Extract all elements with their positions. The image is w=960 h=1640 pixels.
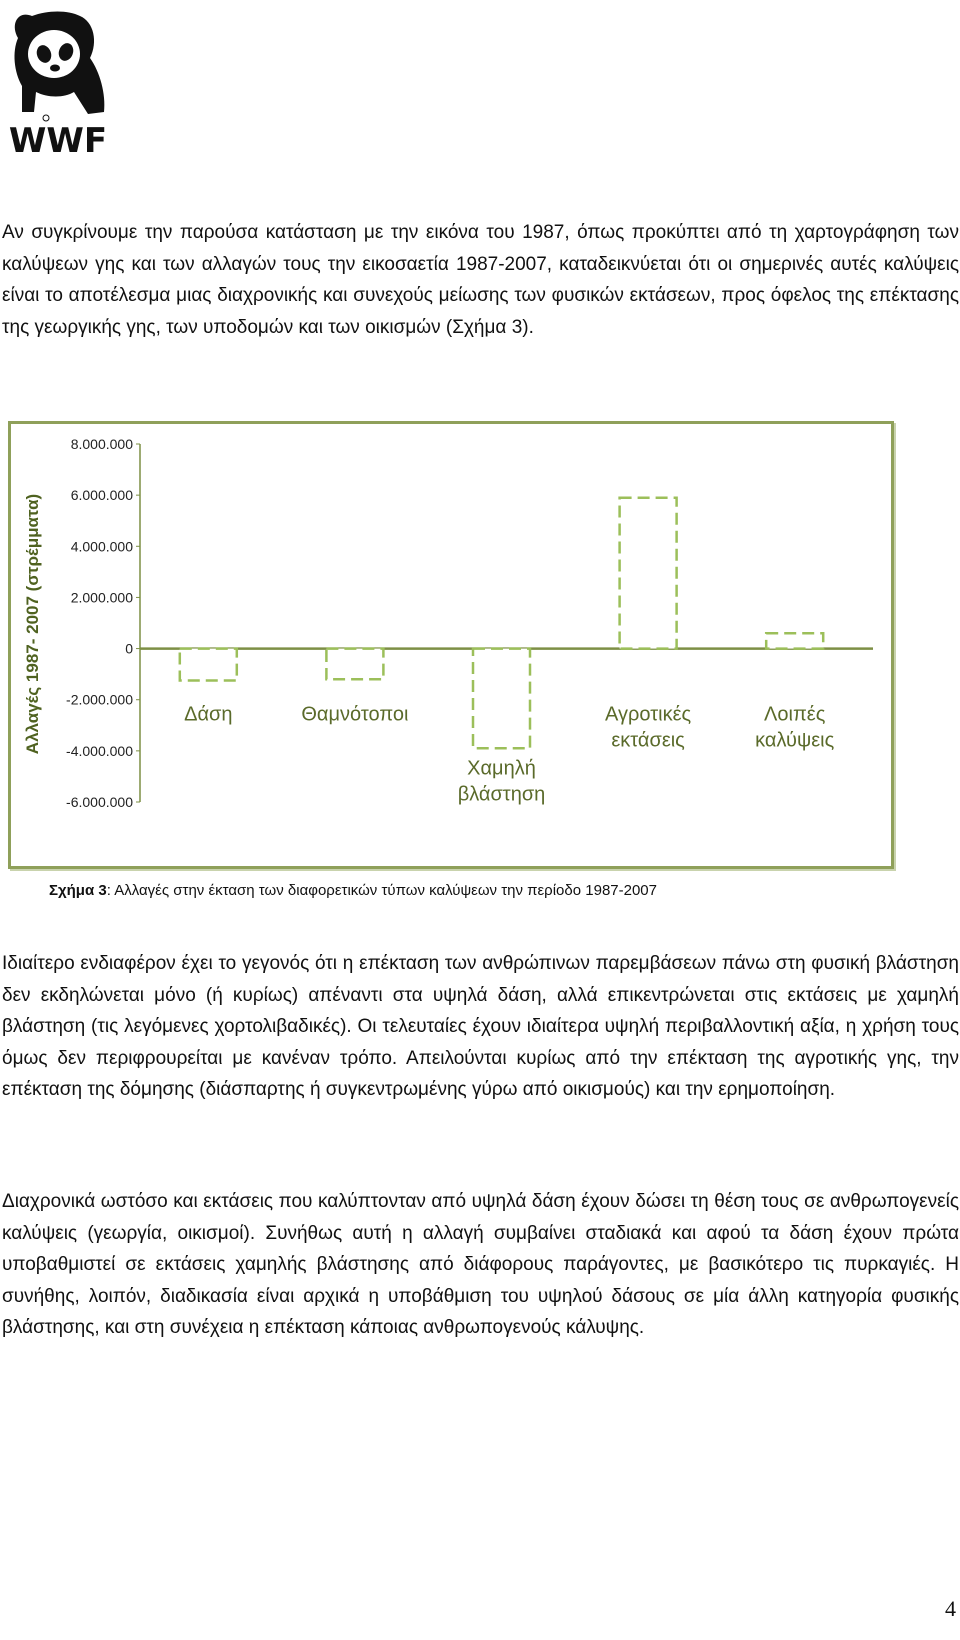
category-label: Αγροτικές εκτάσεις xyxy=(605,703,692,752)
bar xyxy=(620,498,677,649)
bar-chart-svg xyxy=(11,424,891,866)
y-tick-label: 2.000.000 xyxy=(70,589,133,606)
bar xyxy=(326,649,383,680)
land-cover-change-chart xyxy=(8,421,894,869)
body-paragraph-2: Διαχρονικά ωστόσο και εκτάσεις που καλύπτονταν από υψηλά δάση έχουν δώσει τη θέση τους σε ανθρωπογενείς καλύψεις (γεωργία, οικισμοί). Συνήθως αυτή η αλλαγή συμβαίνει σταδιακά και αφού τα δάση έχουν πρώτα υποβαθμιστεί σε εκτάσεις χαμηλής βλάστησης από διάφορους παράγοντες, με βασικότερο τις πυρκαγιές. Η συνήθης, λοιπόν, διαδικασία είναι αρχικά η υποβάθμιση του υψηλού δάσους σε μία άλλη κατηγορία φυσικής βλάστησης, και στη συνέχεια η επέκταση κάποιας ανθρωπογενούς κάλυψης. xyxy=(2,1191,959,1338)
y-tick-label: 6.000.000 xyxy=(70,487,133,504)
y-axis-ticks xyxy=(66,436,140,810)
intro-paragraph: Αν συγκρίνουμε την παρούσα κατάσταση με την εικόνα του 1987, όπως προκύπτει από τη χαρτογράφηση των καλύψεων γης και των αλλαγών τους την εικοσαετία 1987-2007, καταδεικνύεται ότι οι σημερινές αυτές καλύψεις είναι το αποτέλεσμα μιας διαχρονικής και συνεχούς μείωσης των φυσικών εκτάσεων, προς όφελος της επέκτασης της γεωργικής γης, των υποδομών και των οικισμών (Σχήμα 3). xyxy=(2,222,959,338)
y-tick-label: -4.000.000 xyxy=(66,742,133,759)
page-number: 4 xyxy=(945,1596,956,1621)
figure-caption xyxy=(49,882,657,899)
y-tick-label: 4.000.000 xyxy=(70,538,133,555)
category-label: Θαμνότοποι xyxy=(301,703,409,726)
bar xyxy=(180,649,237,681)
category-label: Χαμηλή βλάστηση xyxy=(457,757,546,806)
bars-group xyxy=(180,498,823,749)
y-tick-label: 0 xyxy=(125,640,133,657)
y-axis-label: Αλλαγές 1987- 2007 (στρέμματα) xyxy=(23,493,42,755)
caption-label: Σχήμα 3 xyxy=(49,882,107,899)
wwf-logo-text: WWF xyxy=(8,121,108,161)
wwf-panda-logo xyxy=(8,2,124,162)
y-tick-label: 8.000.000 xyxy=(70,436,133,452)
body-paragraph-1: Ιδιαίτερο ενδιαφέρον έχει το γεγονός ότι η επέκταση των ανθρώπινων παρεμβάσεων πάνω στη φυσική βλάστηση δεν εκδηλώνεται μόνο (ή κυρίως) απέναντι στα υψηλά δάση, αλλά επικεντρώνεται στις εκτάσεις με χαμηλή βλάστηση (τις λεγόμενες χορτολιβαδικές). Οι τελευταίες έχουν ιδιαίτερα υψηλή περιβαλλοντική αξία, η χρήση τους όμως δεν περιφρουρείται με κανέναν τρόπο. Απειλούνται κυρίως από την επέκταση της αγροτικής γης, την επέκταση της δόμησης (διάσπαρτης ή συγκεντρωμένης γύρω από οικισμούς) και την ερημοποίηση. xyxy=(2,953,959,1100)
bar xyxy=(766,633,823,648)
bar xyxy=(473,649,530,749)
caption-text: : Αλλαγές στην έκταση των διαφορετικών τύπων καλύψεων την περίοδο 1987-2007 xyxy=(106,882,657,899)
y-tick-label: -6.000.000 xyxy=(66,794,133,810)
category-label: Δάση xyxy=(184,703,233,726)
category-label: Λοιπές καλύψεις xyxy=(755,703,835,752)
y-tick-label: -2.000.000 xyxy=(66,691,133,708)
